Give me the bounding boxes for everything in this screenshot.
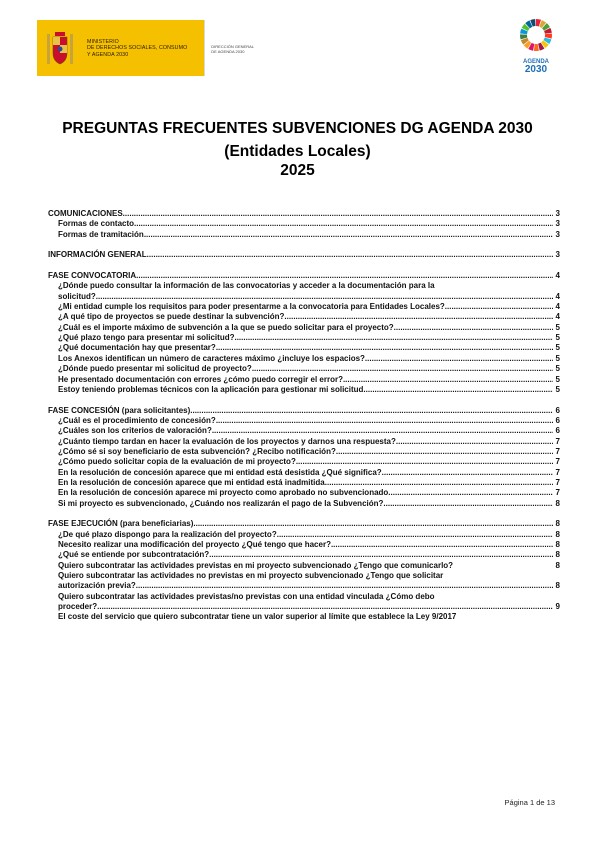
toc-entry-continuation[interactable] [48, 602, 560, 612]
toc-page-number: 5 [555, 364, 560, 374]
toc-section[interactable] [48, 250, 560, 260]
toc-entry[interactable] [48, 571, 560, 581]
toc-entry-text: ¿Cuál es el importe máximo de subvención a la que se puedo solicitar para el proyecto? [58, 322, 394, 332]
toc-page-number: 8 [555, 581, 560, 591]
ministry-name: MINISTERIO DE DERECHOS SOCIALES, CONSUMO Y AGENDA 2030 [87, 39, 188, 58]
toc-page-number: 3 [555, 229, 560, 239]
toc-page-number: 4 [555, 302, 560, 312]
toc-entry[interactable] [48, 426, 560, 436]
toc-entry-text: ¿De qué plazo dispongo para la realización del proyecto? [58, 529, 277, 539]
toc-entry-text: ¿Qué se entiende por subcontratación? [58, 550, 210, 560]
toc-entry-text: Necesito realizar una modificación del proyecto ¿Qué tengo que hacer? [58, 540, 331, 549]
directorate-block [204, 20, 277, 76]
toc-entry[interactable] [48, 592, 560, 602]
toc-section[interactable] [48, 209, 560, 219]
toc-entry-text: ¿Cuál es el procedimiento de concesión? [58, 415, 216, 425]
toc-entry-text: INFORMACIÓN GENERAL [48, 250, 147, 260]
toc-entry-text: ¿Cómo sé si soy beneficiario de esta subvención? ¿Recibo notificación? [58, 446, 336, 456]
toc-page-number: 8 [555, 550, 560, 560]
toc-entry[interactable] [48, 478, 560, 488]
toc-section[interactable] [48, 519, 560, 529]
toc-entry[interactable] [48, 354, 560, 364]
toc-page-number: 5 [555, 353, 560, 363]
agenda-2030-logo [518, 18, 554, 78]
toc-page-number: 5 [555, 374, 560, 384]
toc-leader-dots [136, 581, 553, 591]
toc-page-number: 3 [555, 219, 560, 229]
toc-page-number: 7 [555, 477, 560, 487]
toc-entry-text: En la resolución de concesión aparece mi proyecto como aprobado no subvencionado [58, 488, 389, 498]
toc-page-number: 5 [555, 343, 560, 353]
toc-leader-dots [123, 209, 553, 219]
toc-entry[interactable] [48, 550, 560, 560]
toc-entry[interactable] [48, 333, 560, 343]
toc-leader-dots [394, 323, 553, 333]
toc-page-number: 7 [555, 467, 560, 477]
toc-entry-text: En la resolución de concesión aparece que mi entidad está inadmitida. [58, 477, 327, 487]
toc-entry[interactable] [48, 499, 560, 509]
coat-of-arms-icon [47, 28, 73, 68]
toc-entry-text: Los Anexos identifican un número de caracteres máximo ¿incluye los espacios? [58, 353, 365, 363]
toc-entry[interactable] [48, 468, 560, 478]
toc-section[interactable] [48, 406, 560, 416]
document-title: PREGUNTAS FRECUENTES SUBVENCIONES DG AGENDA 2030 [62, 120, 533, 137]
toc-leader-dots [284, 312, 553, 322]
toc-entry[interactable] [48, 540, 560, 550]
toc-entry-continuation[interactable] [48, 581, 560, 591]
toc-entry-text: ¿Cuánto tiempo tardan en hacer la evaluación de los proyectos y darnos una respuesta? [58, 436, 396, 446]
toc-entry[interactable] [48, 437, 560, 447]
toc-entry[interactable] [48, 385, 560, 395]
toc-entry-text: ¿Dónde puedo consultar la información de las convocatorias y acceder a la documentación para la [58, 281, 435, 291]
document-subtitle: (Entidades Locales) [224, 143, 371, 160]
toc-entry-text: He presentado documentación con errores ¿cómo puedo corregir el error? [58, 374, 343, 384]
toc-leader-dots [252, 364, 553, 374]
toc-entry[interactable] [48, 343, 560, 353]
toc-entry-text: FASE CONVOCATORIA [48, 271, 137, 281]
toc-leader-dots [296, 457, 553, 467]
toc-entry-text: ¿Cuáles son los criterios de valoración? [58, 426, 212, 436]
toc-entry-text: ¿Mi entidad cumple los requisitos para poder presentarme a la convocatoria para Entidades Locales? [58, 302, 445, 312]
toc-entry[interactable] [48, 375, 560, 385]
agenda-logo-year: 2030 [524, 64, 548, 75]
toc-leader-dots [363, 385, 553, 395]
toc-entry-text: ¿Dónde puedo presentar mi solicitud de proyecto? [58, 364, 252, 374]
toc-leader-dots [144, 230, 553, 240]
toc-entry-text: El coste del servicio que quiero subcontratar tiene un valor superior al límite que establece la Ley 9/2017 [58, 612, 457, 622]
toc-entry-text: Quiero subcontratar las actividades previstas en mi proyecto subvencionado ¿Tengo que comunicarlo? [58, 560, 454, 570]
toc-entry[interactable] [48, 457, 560, 467]
toc-entry-text: ¿Qué plazo tengo para presentar mi solicitud? [58, 333, 235, 343]
toc-page-number: 4 [555, 291, 560, 301]
toc-leader-dots [331, 540, 553, 550]
agenda-logo-label: AGENDA [522, 59, 549, 65]
toc-entry-text: proceder? [58, 602, 98, 612]
page-number: Página 1 de 13 [504, 798, 555, 807]
directorate-name: DIRECCIÓN GENERAL DE AGENDA 2030 [211, 44, 254, 54]
toc-page-number: 3 [555, 209, 560, 218]
toc-entry-text: Si mi proyecto es subvencionado, ¿Cuándo nos realizarán el pago de la Subvención? [58, 498, 384, 508]
toc-page-number: 8 [555, 560, 560, 570]
toc-leader-dots [396, 437, 553, 447]
toc-page-number: 8 [555, 540, 560, 549]
toc-leader-dots [277, 530, 553, 540]
toc-entry[interactable] [48, 219, 560, 229]
toc-entry[interactable] [48, 364, 560, 374]
toc-page-number: 6 [555, 415, 560, 425]
toc-page-number: 4 [555, 271, 560, 281]
toc-leader-dots [134, 219, 553, 229]
toc-entry[interactable] [48, 447, 560, 457]
toc-entry-text: En la resolución de concesión aparece que mi entidad está desistida ¿Qué significa? [58, 467, 382, 477]
ministry-logo-block [37, 20, 204, 76]
toc-entry-text: Quiero subcontratar las actividades previstas/no previstas con una entidad vinculada ¿Cómo debo [58, 591, 435, 601]
toc-entry[interactable] [48, 230, 560, 240]
sdg-wheel-icon [519, 18, 553, 52]
toc-entry-text: COMUNICACIONES [48, 209, 123, 218]
toc-entry-text: ¿Qué documentación hay que presentar? [58, 343, 216, 353]
toc-leader-dots [343, 375, 553, 385]
toc-leader-dots [336, 447, 553, 457]
table-of-contents [48, 209, 560, 623]
toc-spacer [48, 240, 560, 250]
toc-leader-dots [216, 343, 553, 353]
toc-leader-dots [212, 426, 553, 436]
toc-entry[interactable] [48, 530, 560, 540]
toc-leader-dots [216, 416, 553, 426]
toc-entry[interactable] [48, 561, 560, 571]
toc-entry[interactable] [48, 312, 560, 322]
toc-leader-dots [147, 250, 553, 260]
toc-leader-dots [96, 292, 553, 302]
toc-spacer [48, 395, 560, 405]
toc-page-number: 7 [555, 457, 560, 467]
toc-page-number: 8 [555, 498, 560, 508]
toc-spacer [48, 509, 560, 519]
ministry-header [37, 20, 277, 76]
toc-leader-dots [136, 271, 553, 281]
toc-leader-dots [193, 519, 553, 529]
toc-leader-dots [97, 602, 553, 612]
toc-entry-text: FASE EJECUCIÓN (para beneficiarias) [48, 519, 194, 529]
toc-section[interactable] [48, 271, 560, 281]
toc-leader-dots [382, 468, 553, 478]
toc-entry[interactable] [48, 281, 560, 291]
toc-page-number: 5 [555, 322, 560, 332]
toc-entry-text: Quiero subcontratar las actividades no previstas en mi proyecto subvencionado ¿Tengo que solicitar [58, 571, 444, 581]
sdg-segment [534, 44, 539, 51]
document-year: 2025 [280, 162, 315, 179]
toc-page-number: 8 [555, 529, 560, 539]
toc-page-number: 7 [555, 488, 560, 498]
toc-entry-text: Formas de tramitación [58, 229, 144, 239]
toc-leader-dots [209, 550, 553, 560]
toc-entry-continuation[interactable] [48, 292, 560, 302]
toc-page-number: 9 [555, 602, 560, 612]
toc-page-number: 8 [555, 519, 560, 529]
toc-page-number: 4 [555, 312, 560, 322]
toc-entry[interactable] [48, 416, 560, 426]
toc-entry-text: ¿Cómo puedo solicitar copia de la evaluación de mi proyecto? [58, 457, 296, 467]
toc-spacer [48, 261, 560, 271]
toc-entry-text: solicitud? [58, 291, 96, 301]
toc-entry-text: autorización previa? [58, 581, 136, 591]
toc-leader-dots [365, 354, 553, 364]
toc-page-number: 5 [555, 333, 560, 343]
toc-entry-text: ¿A qué tipo de proyectos se puede destinar la subvención? [58, 312, 285, 322]
toc-page-number: 6 [555, 405, 560, 415]
toc-entry-text: Estoy teniendo problemas técnicos con la aplicación para gestionar mi solicitud [58, 384, 364, 394]
toc-entry[interactable] [48, 302, 560, 312]
toc-page-number: 7 [555, 436, 560, 446]
toc-entry[interactable] [48, 612, 560, 622]
toc-leader-dots [388, 488, 553, 498]
toc-leader-dots [445, 302, 553, 312]
toc-leader-dots [190, 406, 553, 416]
toc-leader-dots [234, 333, 553, 343]
toc-page-number: 7 [555, 446, 560, 456]
toc-leader-dots [327, 478, 553, 488]
toc-entry[interactable] [48, 488, 560, 498]
toc-entry[interactable] [48, 323, 560, 333]
toc-leader-dots [383, 499, 553, 509]
toc-entry-text: Formas de contacto [58, 219, 135, 229]
toc-page-number: 3 [555, 250, 560, 260]
toc-page-number: 6 [555, 426, 560, 436]
toc-entry-text: FASE CONCESIÓN (para solicitantes) [48, 405, 191, 415]
toc-page-number: 5 [555, 384, 560, 394]
